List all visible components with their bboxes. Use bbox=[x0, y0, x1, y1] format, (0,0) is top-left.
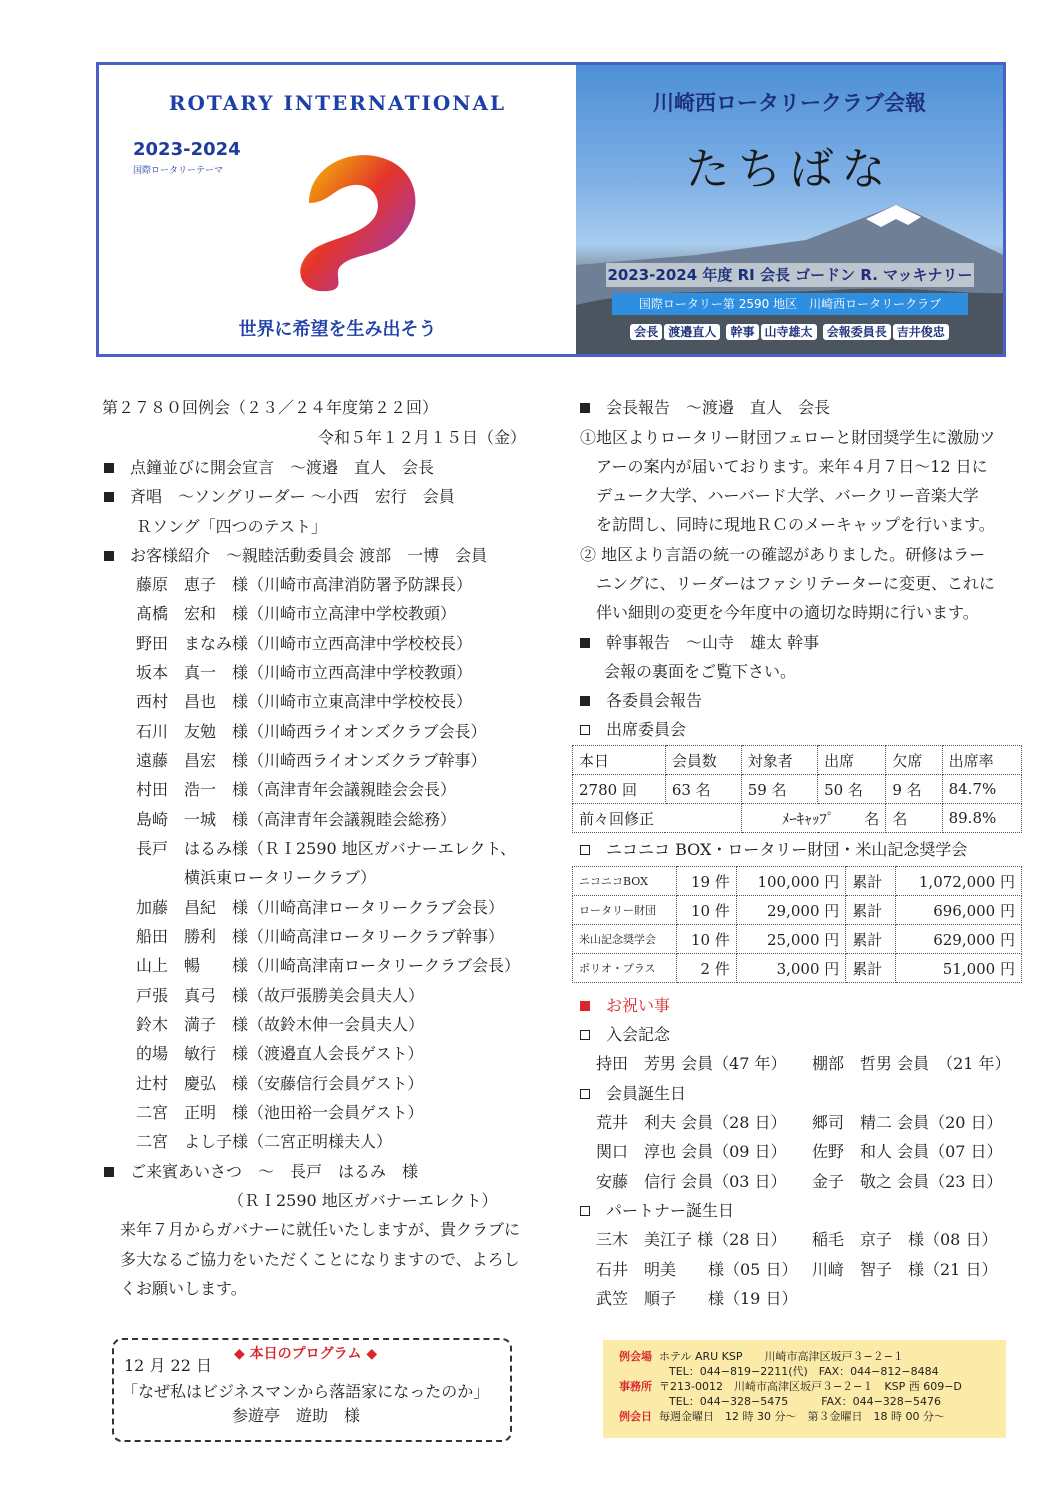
checkbox-square-icon bbox=[580, 845, 590, 855]
newsletter-name: たちばな bbox=[685, 144, 894, 195]
table-cell: 50 名 bbox=[818, 775, 886, 804]
theme-year-sub: 国際ロータリーテーマ bbox=[133, 166, 224, 176]
table-cell: 累計 bbox=[846, 925, 896, 954]
table-cell: 欠席 bbox=[886, 746, 942, 775]
agenda-item-text: お客様紹介 ～親睦活動委員会 渡部 一博 会員 bbox=[130, 546, 488, 565]
meeting-day-label: 例会日 bbox=[619, 1410, 652, 1423]
table-row bbox=[573, 746, 1022, 775]
birthday-entry: 郷司 精二 会員（20 日） bbox=[812, 1113, 1003, 1132]
masthead bbox=[96, 62, 1006, 357]
meeting-day-text: 毎週金曜日 12 時 30 分〜 第３金曜日 18 時 00 分〜 bbox=[659, 1410, 945, 1423]
table-cell: 10 件 bbox=[676, 925, 736, 954]
president-name: 渡邉直人 bbox=[664, 324, 720, 340]
table-cell: 59 名 bbox=[741, 775, 817, 804]
table-cell: 29,000 円 bbox=[736, 896, 845, 925]
guest-line: 鈴木 満子 様（故鈴木伸一会員夫人） bbox=[136, 1015, 425, 1034]
secretary-label: 幹事 bbox=[726, 324, 758, 340]
bullet-square-icon bbox=[580, 638, 590, 648]
partner-entry: 三木 美江子 様（28 日） bbox=[596, 1230, 787, 1249]
theme-text: 世界に希望を生み出そう bbox=[238, 319, 437, 340]
program-title: 本日のプログラム bbox=[249, 1346, 362, 1362]
partner-entry: 石井 明美 様（05 日） bbox=[596, 1260, 798, 1279]
meeting-date: 令和５年１２月１５日（金） bbox=[318, 428, 527, 447]
table-row bbox=[573, 804, 1022, 833]
table-row bbox=[573, 954, 1022, 983]
guest-line: 横浜東ロータリークラブ） bbox=[136, 868, 377, 887]
office-line bbox=[619, 1380, 962, 1394]
guest-line: 石川 友勉 様（川崎西ライオンズクラブ会長） bbox=[136, 722, 487, 741]
partner-entry: 武笠 順子 様（19 日） bbox=[596, 1289, 798, 1308]
anniversary-title: 入会記念 bbox=[606, 1025, 671, 1044]
table-cell: ﾒｰｷｬｯﾌﾟ 名 bbox=[741, 804, 886, 833]
club-newsletter-title: 川崎西ロータリークラブ会報 bbox=[653, 91, 926, 115]
venue-text: ホテル ARU KSP 川崎市高津区坂戸３−２−１ bbox=[659, 1350, 904, 1363]
guest-line: 辻村 慶弘 様（安藤信行会員ゲスト） bbox=[136, 1074, 424, 1093]
partner-entry: 稲毛 京子 様（08 日） bbox=[812, 1230, 998, 1249]
guest-line: 長戸 はるみ様（ＲＩ2590 地区ガバナーエレクト、 bbox=[136, 839, 517, 858]
table-row bbox=[573, 925, 1022, 954]
committee-title: 各委員会報告 bbox=[606, 691, 703, 710]
birthday-entry: 安藤 信行 会員（03 日） bbox=[596, 1172, 787, 1191]
venue-label: 例会場 bbox=[619, 1350, 652, 1363]
table-row bbox=[573, 896, 1022, 925]
table-cell: 9 名 bbox=[886, 775, 942, 804]
district-line: 国際ロータリー第 2590 地区 川崎西ロータリークラブ bbox=[612, 293, 968, 315]
section-heading bbox=[580, 691, 702, 711]
guest-line: 的場 敏行 様（渡邉直人会長ゲスト） bbox=[136, 1044, 424, 1063]
table-cell: 対象者 bbox=[741, 746, 817, 775]
guest-line: 山上 暢 様（川崎高津南ロータリークラブ会長） bbox=[136, 956, 521, 975]
program-speaker: 参遊亭 遊助 様 bbox=[232, 1406, 361, 1425]
celebration-title: お祝い事 bbox=[606, 996, 671, 1015]
theme-year: 2023-2024 bbox=[133, 139, 241, 160]
guest-line: 藤原 恵子 様（川崎市高津消防署予防課長） bbox=[136, 575, 473, 594]
anniversary-entry: 持田 芳男 会員（47 年） bbox=[596, 1054, 787, 1073]
president-report-line: ② 地区より言語の統一の確認がありました。研修はラー bbox=[580, 545, 986, 564]
president-report-line: 伴い細則の変更を今年度中の適切な時期に行います。 bbox=[580, 603, 979, 622]
club-info-box bbox=[603, 1340, 1006, 1438]
meeting-day-line bbox=[619, 1410, 945, 1424]
bullet-square-icon bbox=[104, 463, 114, 473]
section-heading bbox=[580, 996, 670, 1016]
program-talk-title: 「なぜ私はビジネスマンから落語家になったのか」 bbox=[122, 1382, 490, 1401]
table-cell: 25,000 円 bbox=[736, 925, 845, 954]
agenda-item bbox=[104, 458, 434, 478]
diamond-icon: ◆ bbox=[366, 1346, 378, 1362]
secretary-report-title: 幹事報告 ～山寺 雄太 幹事 bbox=[606, 633, 820, 652]
table-cell: 1,072,000 円 bbox=[895, 867, 1021, 896]
editor-label: 会報委員長 bbox=[823, 324, 891, 340]
birthday-entry: 佐野 和人 会員（07 日） bbox=[812, 1142, 1003, 1161]
guest-line: 西村 昌也 様（川崎市立東高津中学校校長） bbox=[136, 692, 473, 711]
president-report-title: 会長報告 ～渡邉 直人 会長 bbox=[606, 398, 831, 417]
office-label: 事務所 bbox=[619, 1380, 652, 1393]
editor-name: 吉井俊忠 bbox=[893, 324, 949, 340]
birthday-entry: 関口 淳也 会員（09 日） bbox=[596, 1142, 787, 1161]
rotary-theme-logo-icon bbox=[279, 143, 429, 303]
bullet-square-icon bbox=[104, 1167, 114, 1177]
subsection-heading bbox=[580, 1025, 670, 1045]
table-cell: 累計 bbox=[846, 954, 896, 983]
agenda-item-text: 点鐘並びに開会宣言 ～渡邉 直人 会長 bbox=[130, 458, 435, 477]
checkbox-square-icon bbox=[580, 725, 590, 735]
table-cell: ポリオ・プラス bbox=[573, 954, 677, 983]
bullet-square-icon bbox=[104, 492, 114, 502]
president-report-line: デューク大学、ハーバード大学、バークリー音楽大学 bbox=[580, 486, 979, 505]
ri-title: ROTARY INTERNATIONAL bbox=[168, 91, 507, 115]
venue-line bbox=[619, 1350, 904, 1364]
table-cell: ニコニコBOX bbox=[573, 867, 677, 896]
table-cell: 2780 回 bbox=[573, 775, 666, 804]
subsection-heading bbox=[580, 1084, 686, 1104]
guest-line: 戸張 真弓 様（故戸張勝美会員夫人） bbox=[136, 986, 425, 1005]
agenda-item bbox=[104, 487, 455, 507]
birthday-entry: 金子 敬之 会員（23 日） bbox=[812, 1172, 1003, 1191]
partner-birthday-title: パートナー誕生日 bbox=[606, 1201, 735, 1220]
agenda-item-text: ご来賓あいさつ ～ 長戸 はるみ 様 bbox=[130, 1162, 419, 1181]
greeting-line: くお願いします。 bbox=[120, 1279, 247, 1298]
section-heading bbox=[580, 398, 830, 418]
president-report-line: アーの案内が届いております。来年４月７日～12 日に bbox=[580, 457, 988, 476]
program-date: 12 月 22 日 bbox=[124, 1356, 212, 1375]
venue-tel: TEL：044−819−2211(代) FAX：044−812−8484 bbox=[669, 1365, 939, 1378]
president-report-line: ニングに、リーダーはファシリテーターに変更、これに bbox=[580, 574, 996, 593]
table-cell: 出席率 bbox=[942, 746, 1021, 775]
subsection-heading bbox=[580, 840, 967, 860]
table-cell: 米山記念奨学会 bbox=[573, 925, 677, 954]
table-cell: 累計 bbox=[846, 867, 896, 896]
bullet-square-red-icon bbox=[580, 1001, 590, 1011]
section-heading bbox=[580, 633, 819, 653]
office-text: 〒213-0012 川崎市高津区坂戸３−２−１ KSP 西 609−D bbox=[659, 1380, 962, 1393]
table-cell: 前々回修正 bbox=[573, 804, 742, 833]
guest-line: 島崎 一城 様（高津青年会議親睦会総務） bbox=[136, 810, 457, 829]
president-report-line: ①地区よりロータリー財団フェローと財団奨学生に激励ツ bbox=[580, 428, 996, 447]
table-cell: 100,000 円 bbox=[736, 867, 845, 896]
table-cell: 3,000 円 bbox=[736, 954, 845, 983]
ri-theme-panel bbox=[99, 65, 576, 354]
checkbox-square-icon bbox=[580, 1030, 590, 1040]
agenda-item bbox=[104, 546, 487, 566]
bullet-square-icon bbox=[580, 696, 590, 706]
table-cell: 出席 bbox=[818, 746, 886, 775]
president-report-line: を訪問し、同時に現地ＲＣのメーキャップを行います。 bbox=[580, 515, 995, 534]
guest-line: 加藤 昌紀 様（川崎高津ロータリークラブ会長） bbox=[136, 898, 505, 917]
table-cell: 89.8% bbox=[942, 804, 1021, 833]
table-row bbox=[573, 867, 1022, 896]
bullet-square-icon bbox=[580, 403, 590, 413]
agenda-item bbox=[104, 1162, 418, 1182]
office-tel: TEL：044−328−5475 FAX：044−328−5476 bbox=[669, 1395, 942, 1408]
table-cell: 10 件 bbox=[676, 896, 736, 925]
guest-line: 二宮 よし子様（二宮正明様夫人） bbox=[136, 1132, 393, 1151]
table-cell: 629,000 円 bbox=[895, 925, 1021, 954]
guest-title: （ＲＩ2590 地区ガバナーエレクト） bbox=[228, 1191, 498, 1210]
program-heading bbox=[234, 1344, 377, 1364]
table-cell: 累計 bbox=[846, 896, 896, 925]
program-box bbox=[112, 1338, 512, 1442]
table-cell: 19 件 bbox=[676, 867, 736, 896]
guest-line: 髙橋 宏和 様（川崎市立高津中学校教頭） bbox=[136, 604, 457, 623]
president-label: 会長 bbox=[630, 324, 662, 340]
table-cell: 51,000 円 bbox=[895, 954, 1021, 983]
guest-line: 二宮 正明 様（池田裕一会員ゲスト） bbox=[136, 1103, 424, 1122]
table-cell: 本日 bbox=[573, 746, 666, 775]
donation-title: ニコニコ BOX・ロータリー財団・米山記念奨学会 bbox=[606, 840, 968, 859]
checkbox-square-icon bbox=[580, 1206, 590, 1216]
secretary-name: 山寺雄太 bbox=[761, 324, 817, 340]
table-cell: 84.7% bbox=[942, 775, 1021, 804]
secretary-report-line: 会報の裏面をご覧下さい。 bbox=[604, 662, 797, 681]
subsection-heading bbox=[580, 720, 686, 740]
guest-line: 船田 勝利 様（川崎高津ロータリークラブ幹事） bbox=[136, 927, 505, 946]
greeting-line: 来年７月からガバナーに就任いたしますが、貴クラブに bbox=[120, 1220, 521, 1239]
anniversary-entry: 棚部 哲男 会員 （21 年） bbox=[812, 1054, 1011, 1073]
guest-line: 坂本 真一 様（川崎市立西高津中学校教頭） bbox=[136, 663, 473, 682]
birthday-entry: 荒井 利夫 会員（28 日） bbox=[596, 1113, 787, 1132]
officers-line bbox=[576, 323, 1003, 340]
checkbox-square-icon bbox=[580, 1089, 590, 1099]
guest-line: 遠藤 昌宏 様（川崎西ライオンズクラブ幹事） bbox=[136, 751, 487, 770]
table-row bbox=[573, 775, 1022, 804]
greeting-line: 多大なるご協力をいただくことになりますので、よろし bbox=[120, 1250, 520, 1269]
agenda-item-text: 斉唱 ～ソングリーダー ～小西 宏行 会員 bbox=[130, 487, 455, 506]
club-title-panel bbox=[576, 65, 1003, 354]
song-title: Ｒソング「四つのテスト」 bbox=[136, 517, 328, 536]
meeting-number: 第２７８０回例会（２３／２４年度第２２回） bbox=[102, 398, 439, 417]
attendance-title: 出席委員会 bbox=[606, 720, 687, 739]
table-cell: 696,000 円 bbox=[895, 896, 1021, 925]
diamond-icon: ◆ bbox=[234, 1346, 245, 1362]
birthday-title: 会員誕生日 bbox=[606, 1084, 687, 1103]
table-cell: ロータリー財団 bbox=[573, 896, 677, 925]
guest-line: 村田 浩一 様（高津青年会議親睦会会長） bbox=[136, 780, 457, 799]
table-cell: 名 bbox=[886, 804, 942, 833]
guest-line: 野田 まなみ様（川崎市立西高津中学校校長） bbox=[136, 634, 473, 653]
table-cell: 2 件 bbox=[676, 954, 736, 983]
attendance-table bbox=[572, 745, 1022, 833]
ri-president-line: 2023-2024 年度 RI 会長 ゴードン R. マッキナリー bbox=[606, 263, 974, 287]
subsection-heading bbox=[580, 1201, 734, 1221]
table-cell: 63 名 bbox=[665, 775, 741, 804]
table-cell: 会員数 bbox=[665, 746, 741, 775]
donation-table bbox=[572, 866, 1022, 983]
partner-entry: 川﨑 智子 様（21 日） bbox=[812, 1260, 998, 1279]
bullet-square-icon bbox=[104, 551, 114, 561]
